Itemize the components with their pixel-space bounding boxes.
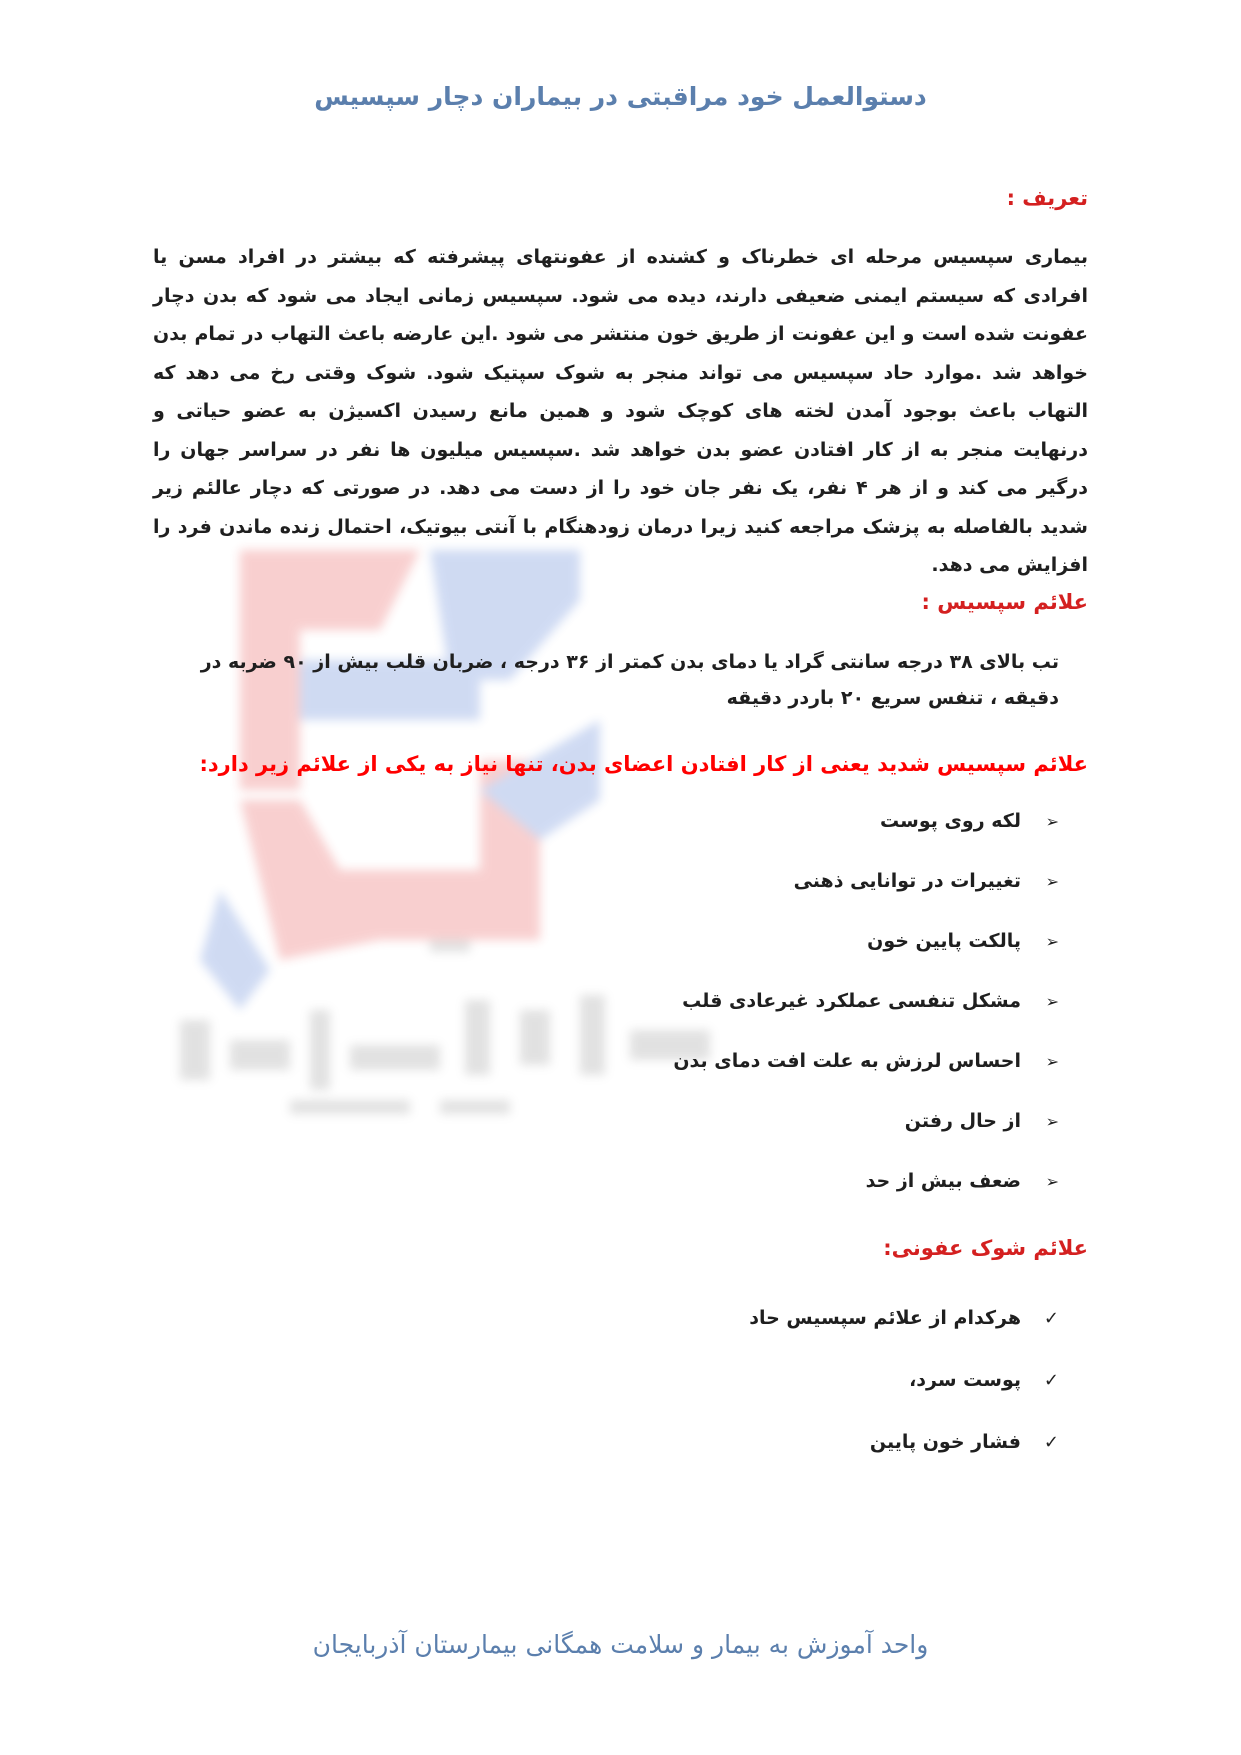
list-item [673,911,1059,971]
checkmark-icon: ✓ [1043,1307,1059,1329]
symptoms-paragraph: تب بالای ۳۸ درجه سانتی گراد یا دمای بدن کمتر از ۳۶ درجه ، ضربان قلب بیش از ۹۰ ضربه در دقیقه ، تنفس سریع ۲۰ باردر دقیقه [200,651,1059,709]
arrow-bullet-icon: ➢ [1045,1111,1059,1131]
severe-sepsis-list [673,791,1059,1211]
definition-heading: تعریف : [1006,186,1088,210]
list-item [749,1411,1059,1473]
definition-paragraph: بیماری سپسیس مرحله ای خطرناک و کشنده از عفونتهای پیشرفته که بیشتر در افراد مسن یا افرادی که سیستم ایمنی ضعیفی دارند، دیده می شود. سپسیس زمانی ایجاد می شود که بدن دچار عفونت شده است و این عفونت از طریق خون منتشر می شود .این عارضه باعث التهاب در تمام بدن خواهد شد .موارد حاد سپسیس می تواند منجر به شوک سپتیک شود. شوک وقتی رخ می دهد که التهاب باعث بوجود آمدن لخته های کوچک شود و همین مانع رسیدن اکسیژن به عضو حیاتی و درنهایت منجر به از کار افتادن عضو بدن خواهد شد .سپسیس میلیون ها نفر در سراسر جهان را درگیر می کند و از هر ۴ نفر، یک نفر جان خود را از دست می دهد. در صورتی که دچار عالئم زیر شدید بالفاصله به پزشک مراجعه کنید زیرا درمان زودهنگام با آنتی بیوتیک، احتمال زنده ماندن فرد را افزایش می دهد. [153,246,1088,576]
checkmark-icon: ✓ [1043,1369,1059,1391]
document-title: دستوالعمل خود مراقبتی در بیماران دچار سپسیس [314,82,927,111]
list-item [749,1349,1059,1411]
severe-sepsis-heading: علائم سپسیس شدید یعنی از کار افتادن اعضای بدن، تنها نیاز به یکی از علائم زیر دارد: [199,752,1088,776]
list-item-text: پالکت پایین خون [867,930,1021,952]
list-item-text: تغییرات در توانایی ذهنی [793,870,1021,892]
arrow-bullet-icon: ➢ [1045,1051,1059,1071]
list-item-text: لکه روی پوست [880,810,1021,832]
septic-shock-heading: علائم شوک عفونی: [883,1236,1088,1260]
arrow-bullet-icon: ➢ [1045,871,1059,891]
list-item [673,1151,1059,1211]
list-item [673,1091,1059,1151]
list-item [673,1031,1059,1091]
list-item-text: از حال رفتن [904,1110,1021,1132]
arrow-bullet-icon: ➢ [1045,1171,1059,1191]
list-item-text: احساس لرزش به علت افت دمای بدن [673,1050,1021,1072]
checkmark-icon: ✓ [1043,1431,1059,1453]
arrow-bullet-icon: ➢ [1045,991,1059,1011]
list-item [673,971,1059,1031]
list-item-text: هرکدام از علائم سپسیس حاد [749,1307,1021,1329]
list-item [673,791,1059,851]
arrow-bullet-icon: ➢ [1045,931,1059,951]
list-item-text: پوست سرد، [909,1369,1021,1391]
footer-text: واحد آموزش به بیمار و سلامت همگانی بیمارستان آذربایجان [312,1630,929,1659]
symptoms-heading: علائم سپسیس : [921,590,1088,614]
arrow-bullet-icon: ➢ [1045,811,1059,831]
list-item-text: مشکل تنفسی عملکرد غیرعادی قلب [682,990,1021,1012]
list-item [673,851,1059,911]
list-item-text: فشار خون پایین [869,1431,1021,1453]
list-item [749,1287,1059,1349]
list-item-text: ضعف بیش از حد [865,1170,1021,1192]
septic-shock-list [749,1287,1059,1473]
